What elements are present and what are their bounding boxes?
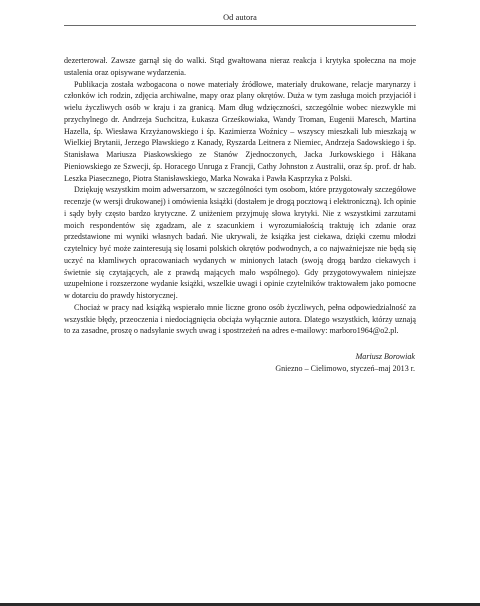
paragraph-responsibility: Chociaż w pracy nad książką wspierało mnie liczne grono osób życzliwych, pełna odpowiedzialność za wszystkie błędy, przeoczenia i niedociągnięcia obciąża wyłącznie autora. Dlatego wszystkich, którzy uznają to za zasadne, proszę o nadsyłanie swych uwag i spostrzeżeń na adres e-mailowy: marboro1964@o2.pl. [64,302,416,336]
paragraph-continuation: dezerterował. Zawsze garnął się do walki. Stąd gwałtowana nieraz reakcja i krytyka społeczna na moje ustalenia oraz opisywane wydarzenia. [64,56,416,77]
header-rule [64,25,416,26]
place-date: Gniezno – Cielimowo, styczeń–maj 2013 r. [275,364,415,373]
author-signature: Mariusz Borowiak [355,352,415,361]
paragraph-adversaries: Dziękuję wszystkim moim adwersarzom, w szczególności tym osobom, które przygotowały szczegółowe recenzje (w wersji drukowanej) i omówienia książki (dostałem je drogą pocztową i elektroniczną). Ich opinie i sądy były często bardzo krytyczne. Z uniżeniem przyjmuję słowa krytyki. Nie z wszystkimi zarzutami moich respondentów się zgadzam, ale z szacunkiem i wyrozumiałością traktuję ich zdanie oraz przedstawione mi wyniki własnych badań. Nie ukrywali, że książka jest ciekawa, dzięki czemu młodzi czytelnicy być może zainteresują się losami polskich okrętów podwodnych, a co najważniejsze nie będą się uczyć na kłamliwych opracowaniach wydanych w minionych latach (swoją drogą bardzo ciekawych i świetnie się czytających, ale z prawdą mających mało wspólnego). Gdy przygotowywałem niniejsze uzupełnione i rozszerzone wydanie książki, wszelkie uwagi i opinie czytelników traktowałem jako pomocne w dotarciu do prawdy historycznej. [64,185,416,300]
paragraph-sources: Publikacja została wzbogacona o nowe materiały źródłowe, materiały drukowane, relacje marynarzy i członków ich rodzin, zdjęcia archiwalne, mapy oraz plany okrętów. Duża w tym zasługa moich przyjaciół i wielu życzliwych osób w kraju i za granicą. Mam dług wdzięczności, szczególnie wobec niezwykle mi przychylnego dr. Andrzeja Suchcitza, Łukasza Grześkowiaka, Wandy Troman, Eugenii Maresch, Martina Hazella, śp. Wiesława Krzyżanowskiego i śp. Kazimierza Woźnicy – wszyscy mieszkali lub mieszkają w Wielkiej Brytanii, Jerzego Pławskiego z Kanady, Ryszarda Leitnera z Niemiec, Andrzeja Sadowskiego i śp. Stanisława Mariusza Piaskowskiego ze Stanów Zjednoczonych, Jacka Jurkowskiego i Håkana Pieniowskiego ze Szwecji, śp. Horacego Unruga z Francji, Cathy Johnston z Australii, oraz śp. prof. dr hab. Leszka Piasecznego, Piotra Stanisławskiego, Marka Nowaka i Pawła Kasprzyka z Polski. [64,79,416,183]
running-head: Od autora [223,13,257,22]
body-text [64,55,416,337]
